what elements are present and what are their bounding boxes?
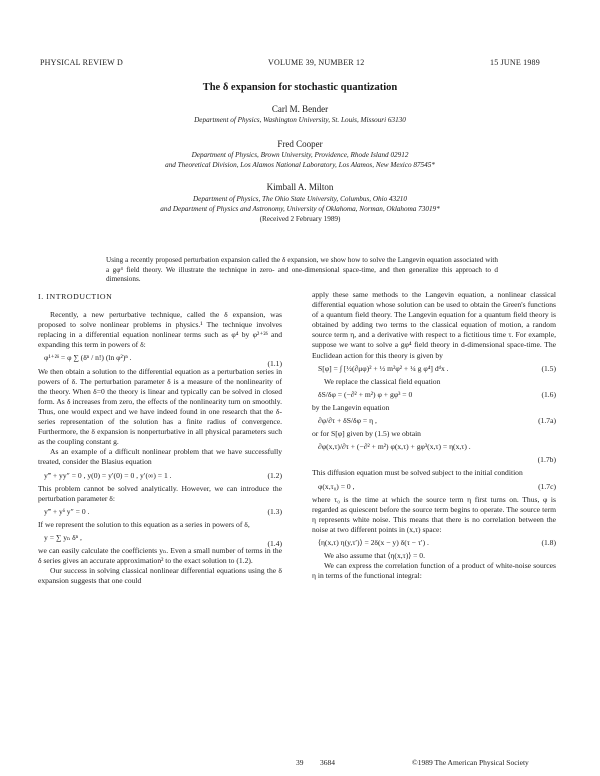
paragraph: Our success in solving classical nonlinear differential equations using the δ expansion suggests that one could (38, 566, 282, 586)
copyright: ©1989 The American Physical Society (412, 758, 529, 767)
equation-body: y = ∑ yₙ δⁿ , (44, 532, 82, 542)
section-heading: I. INTRODUCTION (38, 292, 113, 301)
paragraph: As an example of a difficult nonlinear problem that we have successfully treated, consider the Blasius equation (38, 447, 282, 467)
issue-date: 15 JUNE 1989 (490, 58, 540, 67)
equation-number: (1.2) (267, 470, 282, 480)
equation-number: (1.6) (541, 389, 556, 399)
equation-number: (1.7c) (538, 481, 556, 491)
paragraph: or for S[φ] given by (1.5) we obtain (312, 429, 421, 439)
equation (312, 364, 556, 374)
equation-number: (1.1) (267, 359, 282, 369)
equation-number: (1.5) (541, 363, 556, 373)
author-affiliation: and Department of Physics and Astronomy, University of Oklahoma, Norman, Oklahoma 73019* (160, 205, 440, 213)
equation (312, 390, 556, 400)
equation-body: δS/δφ = (−∂² + m²) φ + gφ³ = 0 (318, 389, 413, 399)
paragraph: We then obtain a solution to the differential equation as a perturbation series in powers of δ. The perturbation parameter δ is a measure of the nonlinearity of the theory. When δ=0 the theory is linear and typically can be solved in closed form. As δ increases from zero, the effects of the nonlinearity turn on smoothly. Thus, one would expect and we have indeed found in one research that the δ-series representation of the solution has a finite radius of convergence. Furthermore, the δ expansion is nonperturbative in all physical parameters such as the coupling constant g. (38, 366, 282, 447)
equation-number: (1.4) (267, 538, 282, 548)
author-affiliation: and Theoretical Division, Los Alamos National Laboratory, Los Alamos, New Mexico 87545* (165, 161, 435, 169)
equation (38, 353, 282, 369)
paragraph: This problem cannot be solved analytically. However, we can introduce the perturbation parameter δ: (38, 483, 282, 503)
equation-body: ∂φ(x,τ)/∂τ + (−∂² + m²) φ(x,τ) + gφ³(x,τ) = η(x,τ) . (318, 442, 471, 452)
equation-body: φ(x,τ₀) = 0 , (318, 481, 355, 491)
equation-body: S[φ] = ∫ [½(∂μφ)² + ½ m²φ² + ¼ g φ⁴] dᵈx . (318, 363, 449, 373)
equation-number: (1.8) (541, 537, 556, 547)
equation-number: (1.7a) (538, 416, 556, 426)
equation-body: y‴ + yy″ = 0 , y(0) = y′(0) = 0 , y′(∞) = 1 . (44, 470, 172, 480)
paragraph: Recently, a new perturbative technique, called the δ expansion, was proposed to solve nonlinear problems in physics.¹ The technique involves replacing in a differential equation nonlinear terms such as φ⁴ by φ²⁺²ᵟ and expanding this term in powers of δ: (38, 310, 282, 350)
equation-body: ∂φ/∂τ + δS/δφ = η , (318, 416, 377, 426)
volume-number: VOLUME 39, NUMBER 12 (268, 58, 365, 67)
paragraph: where τ₀ is the time at which the source term η first turns on. Thus, φ is regarded as quiescent before the source term begins to operate. The source term η represents white noise. This means that there is no correlation between the noise at two different points in (x,τ) space: (312, 494, 556, 534)
equation (312, 482, 556, 492)
equation (312, 442, 556, 452)
paragraph: We replace the classical field equation (324, 376, 441, 386)
equation (38, 507, 282, 517)
author-affiliation: Department of Physics, The Ohio State University, Columbus, Ohio 43210 (192, 195, 407, 203)
paper-title: The δ expansion for stochastic quantization (202, 82, 398, 93)
author-name: Carl M. Bender (271, 104, 329, 114)
right-column (312, 290, 556, 581)
paragraph: This diffusion equation must be solved subject to the initial condition (312, 468, 523, 478)
abstract: Using a recently proposed perturbation expansion called the δ expansion, we show how to solve the Langevin equation associated with a gφ⁴ field theory. We illustrate the technique in zero- and one-dimensional space-time, and then generalize this approach to d dimensions. (106, 256, 498, 284)
paragraph: by the Langevin equation (312, 402, 390, 412)
journal-name: PHYSICAL REVIEW D (40, 58, 123, 67)
received-date: (Received 2 February 1989) (259, 215, 341, 223)
equation (38, 471, 282, 481)
paragraph: We can express the correlation function of a product of white-noise sources η in terms of the functional integral: (312, 561, 556, 581)
paragraph: apply these same methods to the Langevin equation, a nonlinear classical differential equation whose solution can be used to obtain the Green's functions of a quantum field theory. The Langevin equation for a quantum field theory is obtained by adding two terms to the classical equation of motion, a random source term η, and a derivative with respect to a fictitious time τ. For example, suppose we want to solve a gφ⁴ field theory in d-dimensional space-time. The Euclidean action for this theory is given by (312, 290, 556, 360)
author-affiliation: Department of Physics, Brown University, Providence, Rhode Island 02912 (191, 151, 409, 159)
equation (312, 455, 556, 465)
paragraph: If we represent the solution to this equation as a series in powers of δ, (38, 519, 250, 529)
equation-body: y‴ + yᵟ y″ = 0 . (44, 506, 90, 516)
volume-number-footer: 39 (296, 758, 304, 767)
equation-body: φ¹⁺²ᵟ = φ ∑ (δⁿ / n!) (ln φ²)ⁿ . (44, 353, 132, 363)
equation-number: (1.7b) (537, 455, 556, 465)
paragraph: We also assume that ⟨η(x,τ)⟩ = 0. (324, 551, 425, 561)
paragraph: we can easily calculate the coefficients yₙ. Even a small number of terms in the δ series gives an accurate approximation² to the exact solution to (1.2). (38, 546, 282, 566)
page-number: 3684 (320, 758, 335, 767)
author-name: Fred Cooper (277, 139, 323, 149)
left-column (38, 292, 282, 586)
equation-body: ⟨η(x,τ) η(y,τ′)⟩ = 2δ(x − y) δ(τ − τ′) . (318, 537, 429, 547)
author-name: Kimball A. Milton (266, 182, 334, 192)
author-affiliation: Department of Physics, Washington University, St. Louis, Missouri 63130 (194, 116, 406, 124)
equation (312, 538, 556, 548)
equation-number: (1.3) (267, 506, 282, 516)
equation (312, 416, 556, 426)
equation (38, 532, 282, 548)
